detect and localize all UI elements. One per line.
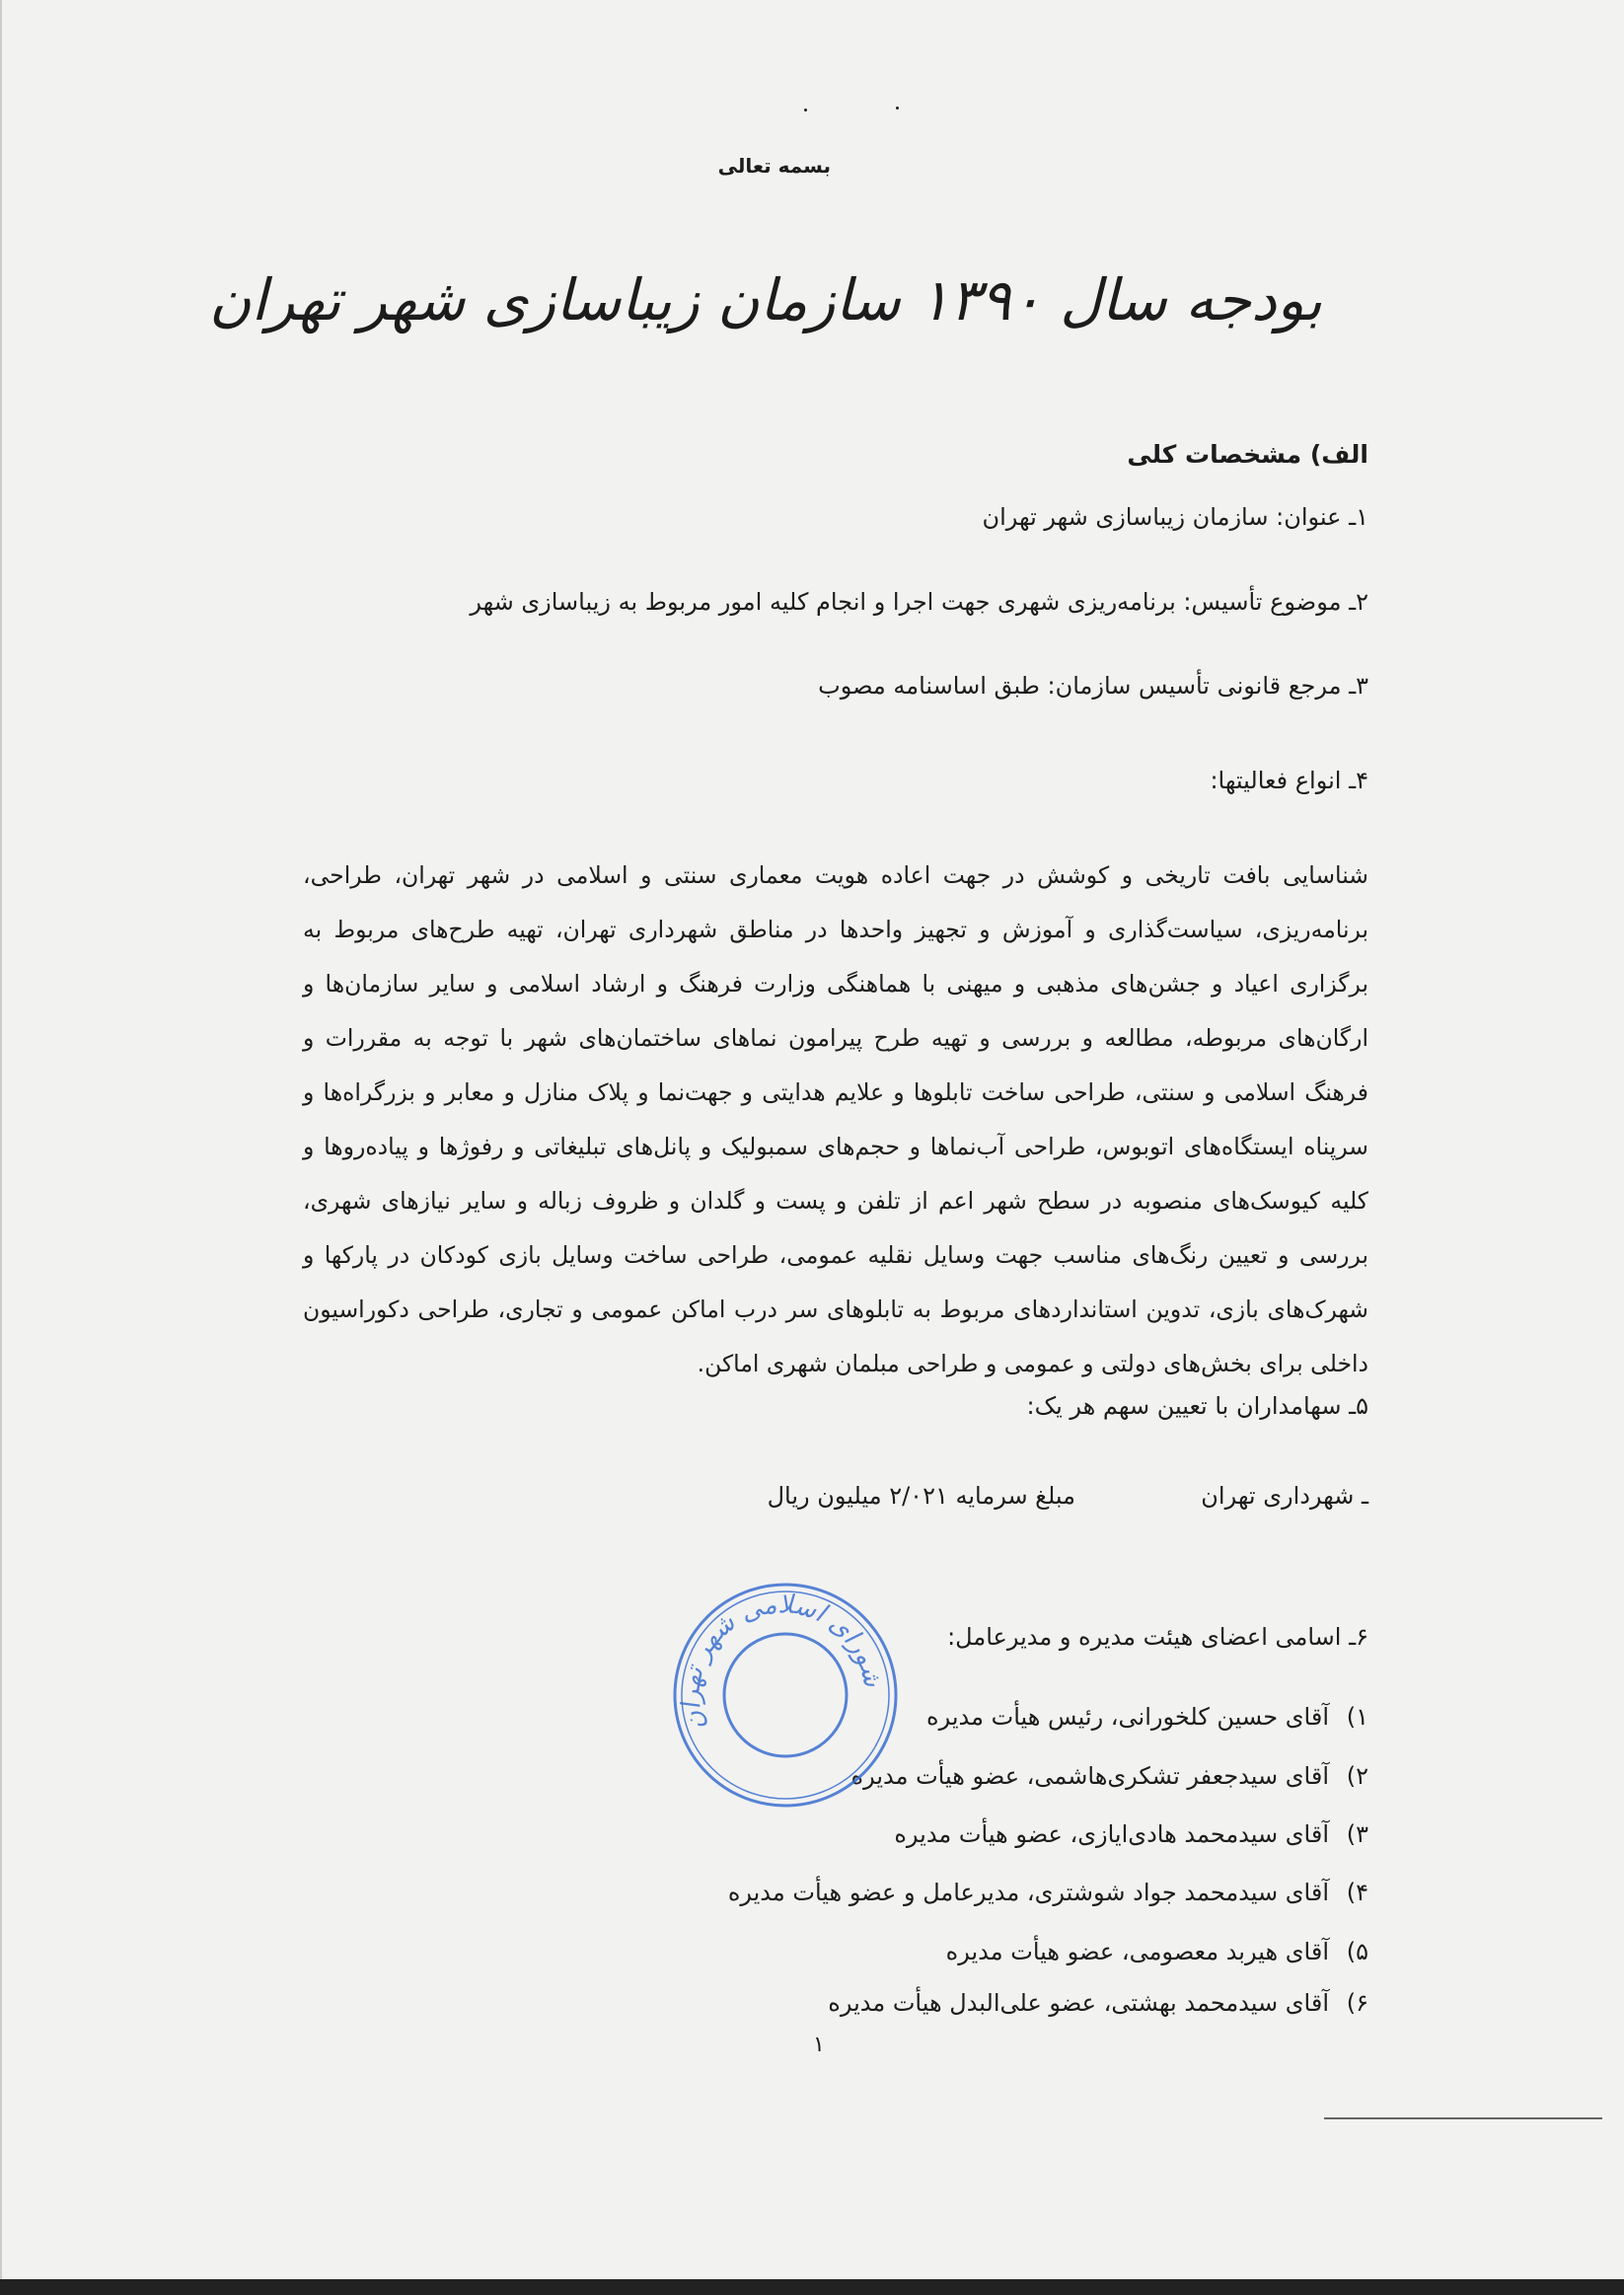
member-number: ۴) bbox=[1346, 1879, 1368, 1906]
scan-speck bbox=[804, 109, 807, 111]
activities-paragraph: شناسایی بافت تاریخی و کوشش در جهت اعاده هویت معماری سنتی و اسلامی در شهر تهران، طراحی، برنامه‌ریزی، سیاست‌گذاری و آموزش و تجهیز واحدها در مناطق شهرداری تهران، تهیه طرح‌های مربوط به برگزاری اعیاد و جشن‌های مذهبی و میهنی با هماهنگی وزارت فرهنگ و ارشاد اسلامی و سایر سازمان‌ها و ارگان‌های مربوطه، مطالعه و بررسی و تهیه طرح پیرامون نماهای ساختمان‌های شهر با توجه به مقررات و فرهنگ اسلامی و سنتی، طراحی ساخت تابلوها و علایم هدایتی و جهت‌نما و پلاک منازل و معابر و بزرگراه‌ها و سرپناه ایستگاه‌های اتوبوس، طراحی آب‌نماها و حجم‌های سمبولیک و پانل‌های تبلیغاتی و رفوژها و پیاده‌روها و کلیه کیوسک‌های منصوبه در سطح شهر اعم از تلفن و پست و گلدان و ظروف زباله و سایر نیازهای شهری، بررسی و تعیین رنگ‌های مناسب جهت وسایل نقلیه عمومی، طراحی ساخت وسایل بازی کودکان در پارکها و شهرک‌های بازی، تدوین استانداردهای مربوط به تابلوهای سر درب اماکن عمومی و تجاری، طراحی دکوراسیون داخلی برای بخش‌های دولتی و عمومی و طراحی مبلمان شهری اماکن. bbox=[303, 861, 1368, 1377]
document-title: بودجه سال ۱۳۹۰ سازمان زیباسازی شهر تهران bbox=[208, 266, 1322, 333]
item-activities-heading: ۴ـ انواع فعالیتها: bbox=[1210, 767, 1368, 794]
board-member bbox=[728, 1879, 1368, 1906]
council-stamp bbox=[667, 1577, 904, 1817]
member-text: آقای سیدمحمد بهشتی، عضو علی‌البدل هیأت مدیره bbox=[828, 1989, 1329, 2017]
member-text: آقای سیدجعفر تشکری‌هاشمی، عضو هیأت مدیره bbox=[850, 1762, 1329, 1790]
member-number: ۲) bbox=[1346, 1762, 1368, 1790]
item-subject: ۲ـ موضوع تأسیس: برنامه‌ریزی شهری جهت اجرا و انجام کلیه امور مربوط به زیباسازی شهر bbox=[470, 588, 1368, 616]
item-legal-reference: ۳ـ مرجع قانونی تأسیس سازمان: طبق اساسنامه مصوب bbox=[818, 672, 1368, 700]
scan-edge bbox=[0, 0, 2, 2295]
member-text: آقای سیدمحمد جواد شوشتری، مدیرعامل و عضو هیأت مدیره bbox=[727, 1879, 1329, 1906]
shareholder-capital: مبلغ سرمایه ۲/۰۲۱ میلیون ریال bbox=[767, 1482, 1075, 1510]
member-number: ۱) bbox=[1346, 1703, 1368, 1731]
section-heading: الف) مشخصات کلی bbox=[1127, 440, 1368, 469]
item-title: ۱ـ عنوان: سازمان زیباسازی شهر تهران bbox=[982, 503, 1368, 531]
member-text: آقای حسین کلخورانی، رئیس هیأت مدیره bbox=[926, 1703, 1329, 1731]
board-member bbox=[851, 1762, 1369, 1790]
board-member bbox=[946, 1938, 1368, 1965]
board-member bbox=[894, 1820, 1368, 1848]
footer-rule bbox=[1324, 2117, 1602, 2119]
shareholder-name: ـ شهرداری تهران bbox=[1201, 1482, 1368, 1510]
board-heading: ۶ـ اسامی اعضای هیئت مدیره و مدیرعامل: bbox=[947, 1623, 1368, 1651]
member-number: ۶) bbox=[1346, 1989, 1368, 2017]
svg-text:شورای اسلامی شهر تهران: شورای اسلامی شهر تهران bbox=[676, 1590, 888, 1735]
scan-edge-bottom bbox=[0, 2279, 1624, 2295]
basmala: بسمه تعالی bbox=[717, 154, 831, 178]
board-member bbox=[828, 1989, 1368, 2017]
member-number: ۵) bbox=[1346, 1938, 1368, 1965]
member-text: آقای سیدمحمد هادی‌ایازی، عضو هیأت مدیره bbox=[894, 1820, 1329, 1848]
shareholders-heading: ۵ـ سهامداران با تعیین سهم هر یک: bbox=[1026, 1392, 1368, 1420]
page-number: ۱ bbox=[813, 2033, 825, 2057]
scan-speck bbox=[896, 107, 899, 110]
board-member bbox=[926, 1703, 1368, 1731]
member-number: ۳) bbox=[1346, 1820, 1368, 1848]
member-text: آقای هیربد معصومی، عضو هیأت مدیره bbox=[945, 1938, 1329, 1965]
